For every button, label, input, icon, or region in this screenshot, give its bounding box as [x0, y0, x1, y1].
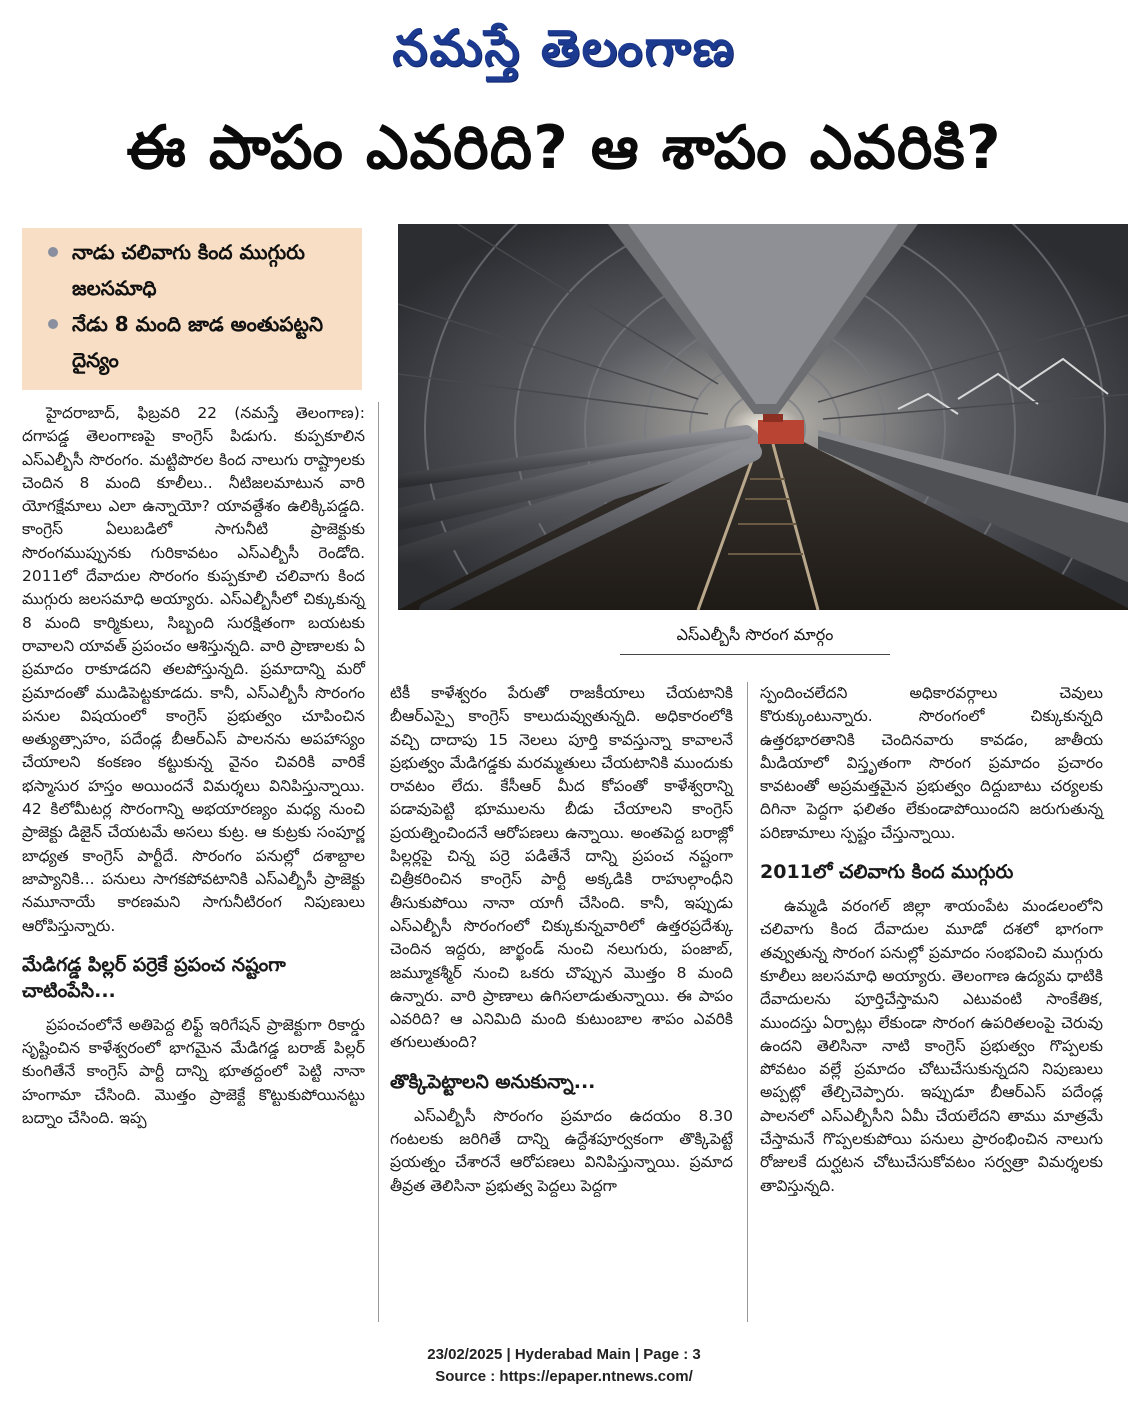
subheading: మేడిగడ్డ పిల్లర్ పర్రెకే ప్రపంచ నష్టంగా చాటింపేసి... — [22, 953, 286, 1002]
highlights-box — [22, 228, 362, 390]
article-column-3 — [760, 682, 1103, 1206]
highlights-list — [48, 234, 352, 378]
bullet-icon — [48, 319, 58, 329]
article-column-1 — [22, 402, 365, 1138]
headline: ఈ పాపం ఎవరిది? ఆ శాపం ఎవరికి? — [126, 113, 1002, 183]
newspaper-logo: నమస్తే తెలంగాణ — [392, 18, 736, 77]
column-divider — [747, 682, 748, 1322]
masthead — [0, 8, 1128, 88]
highlight-text: నేడు 8 మంది జాడ అంతుపట్టని దైన్యం — [72, 312, 323, 372]
subheading: తొక్కిపెట్టాలని అనుకున్నా... — [390, 1070, 596, 1093]
highlight-text: నాడు చలివాగు కింద ముగ్గురు జలసమాధి — [72, 240, 305, 300]
subheading: 2011లో చలివాగు కింద ముగ్గురు — [760, 861, 1014, 884]
highlight-item — [48, 306, 352, 378]
column-divider — [378, 402, 379, 1322]
paragraph: టికీ కాళేశ్వరం పేరుతో రాజకీయాలు చేయటానికి బీఆర్ఎస్పై కాంగ్రెస్ కాలుదువ్వుతున్నది. అధికారంలోకి వచ్చి దాదాపు 15 నెలలు పూర్తి కావస్తున్నా కావాలనే ప్రభుత్వం మేడిగడ్డకు మరమ్మతులు చేయటానికి ముందుకు రావటం లేదు. కేసీఆర్ మీద కోపంతో కాళేశ్వరాన్ని పడావుపెట్టి భూములను బీడు చేయాలని కాంగ్రెస్ ప్రయత్నించిందనే ఆరోపణలు ఉన్నాయి. అంతపెద్ద బరాజ్లో పిల్లర్లపై చిన్న పర్రె పడితేనే దాన్ని ప్రపంచ నష్టంగా చిత్రీకరించిన కాంగ్రెస్ పార్టీ అక్కడికి రాహుల్గాంధీని తీసుకుపోయి నానా యాగీ చేసింది. కానీ, ఇప్పుడు ఎస్ఎల్బీసీ సొరంగంలో చిక్కుకున్నవారిలో ఉత్తరప్రదేశ్కు చెందిన ఇద్దరు, జార్ఖండ్ నుంచి నలుగురు, పంజాబ్, జమ్మూకశ్మీర్ నుంచి ఒకరు చొప్పున మొత్తం 8 మంది ఉన్నారు. వారి ప్రాణాలు ఉగిసలాడుతున్నాయి. ఈ పాపం ఎవరిది? ఆ ఎనిమిది మంది కుటుంబాల శాపం ఎవరికి తగులుతుంది? — [390, 684, 733, 1052]
tunnel-illustration — [398, 224, 1128, 610]
edition-info: 23/02/2025 | Hyderabad Main | Page : 3 — [427, 1346, 701, 1363]
photo-caption: ఎస్ఎల్బీసీ సొరంగ మార్గం — [620, 622, 890, 655]
article-column-2 — [390, 682, 733, 1206]
paragraph: హైదరాబాద్, ఫిబ్రవరి 22 (నమస్తే తెలంగాణ): దగాపడ్డ తెలంగాణపై కాంగ్రెస్ పిడుగు. కుప్పకూలిన ఎస్ఎల్బీసీ సొరంగం. మట్టిపొరల కింద నాలుగు రాష్ట్రాలకు చెందిన 8 మంది కూలీలు.. నీటిజలమాటున వారి యోగక్షేమాలు ఎలా ఉన్నాయో? యావత్దేశం ఉలిక్కిపడ్డది. కాంగ్రెస్ ఏలుబడిలో సాగునీటి ప్రాజెక్టుకు సొరంగముప్పునకు గురికావటం ఎస్ఎల్బీసీ రెండోది. 2011లో దేవాదుల సొరంగం కుప్పకూలి చలివాగు కింద ముగ్గురు జలసమాధి అయ్యారు. ఎస్ఎల్బీసీలో చిక్కుకున్న 8 మంది కార్మికులు, సిబ్బంది సురక్షితంగా బయటకు రావాలని యావత్ ప్రపంచం ఆశిస్తున్నది. వారి ప్రాణాలకు ఏ ప్రమాదం రాకూడదని తలపోస్తున్నది. ప్రమాదాన్ని మరో ప్రమాదంతో ముడిపెట్టకూడదు. కానీ, ఎస్ఎల్బీసీ సొరంగం పనుల విషయంలో కాంగ్రెస్ ప్రభుత్వం చూపించిన అత్యుత్సాహం, పదేండ్ల బీఆర్ఎస్ పాలనను అపహాస్యం చేయాలని కంకణం కట్టుకున్న వైనం చివరికి వారికే భస్మాసుర హస్తం అయిందనే విమర్శలు వినిపిస్తున్నాయి. 42 కిలోమీటర్ల సొరంగాన్ని అభయారణ్యం మధ్య నుంచి ప్రాజెక్టు డిజైన్ చేయటమే అసలు కుట్ర. ఆ కుట్రకు సంపూర్ణ బాధ్యత కాంగ్రెస్ పార్టీదే. సొరంగం పనుల్లో దశాబ్దాల జాప్యానికి... పనులు సాగకపోవటానికి ఎస్ఎల్బీసీ ప్రాజెక్టు నమూనాయే కారణమని సాగునీటిరంగ నిపుణులు ఆరోపిస్తున్నారు. — [22, 404, 365, 935]
page-footer — [0, 1344, 1128, 1388]
paragraph: ఎస్ఎల్బీసీ సొరంగం ప్రమాదం ఉదయం 8.30 గంటలకు జరిగితే దాన్ని ఉద్దేశపూర్వకంగా తొక్కిపెట్టే ప్రయత్నం చేశారనే ఆరోపణలు వినిపిస్తున్నాయి. ప్రమాద తీవ్రత తెలిసినా ప్రభుత్వ పెద్దలు పెద్దగా — [390, 1106, 733, 1195]
highlight-item — [48, 234, 352, 306]
source-link[interactable]: Source : https://epaper.ntnews.com/ — [435, 1368, 693, 1385]
paragraph: స్పందించలేదని అధికారవర్గాలు చెవులు కొరుక్కుంటున్నారు. సొరంగంలో చిక్కుకున్నది ఉత్తరభారతానికి చెందినవారు కావడం, జాతీయ మీడియాలో విస్తృతంగా సొరంగ ప్రమాదం ప్రచారం కావటంతో అప్రమత్తమైన ప్రభుత్వం దిద్దుబాటు చర్యలకు దిగినా పెద్దగా ఫలితం లేకుండాపోయిందని జరుగుతున్న పరిణామాలు స్పష్టం చేస్తున్నాయి. — [760, 684, 1103, 842]
tunnel-photo — [398, 224, 1128, 610]
paragraph: ఉమ్మడి వరంగల్ జిల్లా శాయంపేట మండలంలోని చలివాగు కింద దేవాదుల మూడో దశలో భాగంగా తవ్వుతున్న సొరంగ పనుల్లో ప్రమాదం సంభవించి ముగ్గురు కూలీలు జలసమాధి అయ్యారు. తెలంగాణ ఉద్యమ ధాటికి దేవాదులను పూర్తిచేస్తామని ఎటువంటి సాంకేతిక, ముందస్తు ఏర్పాట్లు లేకుండా సొరంగ ఉపరితలంపై చెరువు ఉందని తెలిసినా నాటి కాంగ్రెస్ ప్రభుత్వం గొప్పలకు పోవటం వల్లే ప్రమాదం చోటుచేసుకున్నదని నిపుణులు అప్పట్లో తేల్చిచెప్పారు. ఇప్పుడూ బీఆర్ఎస్ పదేండ్ల పాలనలో ఎస్ఎల్బీసీని ఏమీ చేయలేదని తాము మాత్రమే చేస్తామనే గొప్పలకుపోయి పనులు ప్రారంభించిన నాలుగు రోజులకే దుర్ఘటన చోటుచేసుకోవటం సర్వత్రా విమర్శలకు తావిస్తున్నది. — [760, 897, 1103, 1195]
paragraph: ప్రపంచంలోనే అతిపెద్ద లిఫ్ట్ ఇరిగేషన్ ప్రాజెక్టుగా రికార్డు సృష్టించిన కాళేశ్వరంలో భాగమైన మేడిగడ్డ బరాజ్ పిల్లర్ కుంగితేనే కాంగ్రెస్ పార్టీ దాన్ని భూతద్దంలో పెట్టి నానా హంగామా చేసింది. మొత్తం ప్రాజెక్టే కొట్టుకుపోయినట్టు బద్నాం చేసింది. ఇప్ప — [22, 1015, 365, 1128]
bullet-icon — [48, 247, 58, 257]
